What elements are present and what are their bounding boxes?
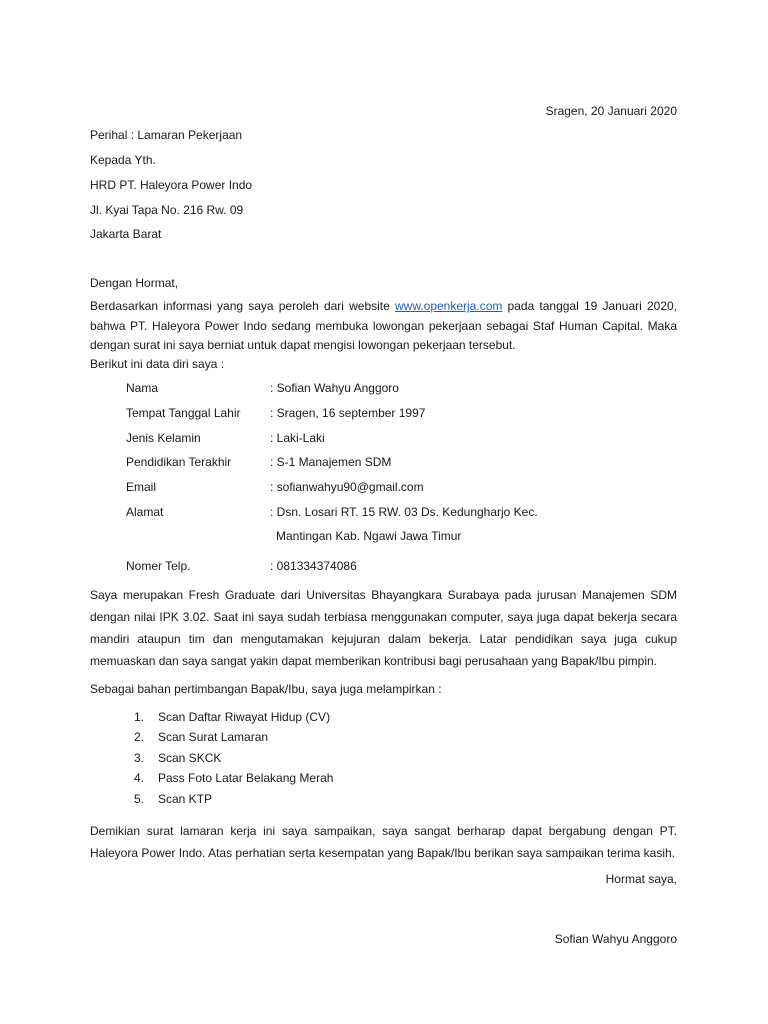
list-item: Pass Foto Latar Belakang Merah xyxy=(158,771,334,785)
list-item: Scan Surat Lamaran xyxy=(158,730,269,744)
closing-paragraph: Demikian surat lamaran kerja ini saya sampaikan, saya sangat berharap dapat bergabung dengan PT. Haleyora Power Indo. Atas perhatian serta kesempatan yang Bapak/Ibu berikan saya sampaikan terima kasih. xyxy=(90,824,677,860)
data-intro: Berikut ini data diri saya : xyxy=(90,357,225,371)
subject-line: Perihal : Lamaran Pekerjaan xyxy=(90,128,243,142)
body-paragraph: Saya merupakan Fresh Graduate dari Universitas Bhayangkara Surabaya pada jurusan Manajemen SDM dengan nilai IPK 3.02. Saat ini saya sudah terbiasa menggunakan computer, saya juga dapat bekerja secara mandiri ataupun tim dan mengutamakan kejujuran dalam bekerja. Latar pendidikan saya juga cukup memuaskan dan saya sangat yakin dapat memberikan kontribusi bagi perusahaan yang Bapak/Ibu pimpin. xyxy=(90,588,677,668)
intro-text-after-link: pada tanggal 19 Januari 2020, bahwa PT. Haleyora Power Indo sedang membuka lowongan pekerjaan sebagai Staf Human Capital. Maka dengan surat ini saya berniat untuk dapat mengisi lowongan pekerjaan tersebut. xyxy=(90,299,678,352)
list-item-number: 4. xyxy=(134,771,145,785)
sign-off: Hormat saya, xyxy=(605,872,677,886)
personal-label: Pendidikan Terakhir xyxy=(126,455,232,469)
personal-value: : sofianwahyu90@gmail.com xyxy=(270,480,424,494)
list-item-number: 1. xyxy=(134,710,145,724)
signer-name: Sofian Wahyu Anggoro xyxy=(554,932,677,946)
list-item-number: 3. xyxy=(134,751,145,765)
intro-paragraph xyxy=(90,297,677,356)
personal-value: : Sragen, 16 september 1997 xyxy=(270,406,426,420)
personal-value: : 081334374086 xyxy=(270,559,357,573)
personal-value: : Laki-Laki xyxy=(270,431,325,445)
to-line: Kepada Yth. xyxy=(90,153,156,167)
personal-value-continued: Mantingan Kab. Ngawi Jawa Timur xyxy=(276,529,462,543)
recipient-address-line1: Jl. Kyai Tapa No. 216 Rw. 09 xyxy=(90,203,244,217)
personal-label: Nama xyxy=(126,381,159,395)
website-link[interactable]: www.openkerja.com xyxy=(394,299,503,313)
list-item: Scan Daftar Riwayat Hidup (CV) xyxy=(158,710,331,724)
greeting: Dengan Hormat, xyxy=(90,276,179,290)
list-item-number: 2. xyxy=(134,730,145,744)
list-item: Scan SKCK xyxy=(158,751,222,765)
personal-value: : Sofian Wahyu Anggoro xyxy=(270,381,399,395)
recipient-name: HRD PT. Haleyora Power Indo xyxy=(90,178,253,192)
personal-label: Jenis Kelamin xyxy=(126,431,201,445)
personal-value: : Dsn. Losari RT. 15 RW. 03 Ds. Kedungharjo Kec. xyxy=(270,505,538,519)
personal-value: : S-1 Manajemen SDM xyxy=(270,455,392,469)
place-date: Sragen, 20 Januari 2020 xyxy=(545,104,677,118)
personal-label: Alamat xyxy=(126,505,164,519)
recipient-address-line2: Jakarta Barat xyxy=(90,227,162,241)
list-item: Scan KTP xyxy=(158,792,213,806)
personal-label: Email xyxy=(126,480,157,494)
personal-label: Tempat Tanggal Lahir xyxy=(126,406,241,420)
intro-text-before-link: Berdasarkan informasi yang saya peroleh dari website xyxy=(90,299,395,313)
attachments-intro: Sebagai bahan pertimbangan Bapak/Ibu, saya juga melampirkan : xyxy=(90,682,442,696)
list-item-number: 5. xyxy=(134,792,145,806)
personal-label: Nomer Telp. xyxy=(126,559,191,573)
